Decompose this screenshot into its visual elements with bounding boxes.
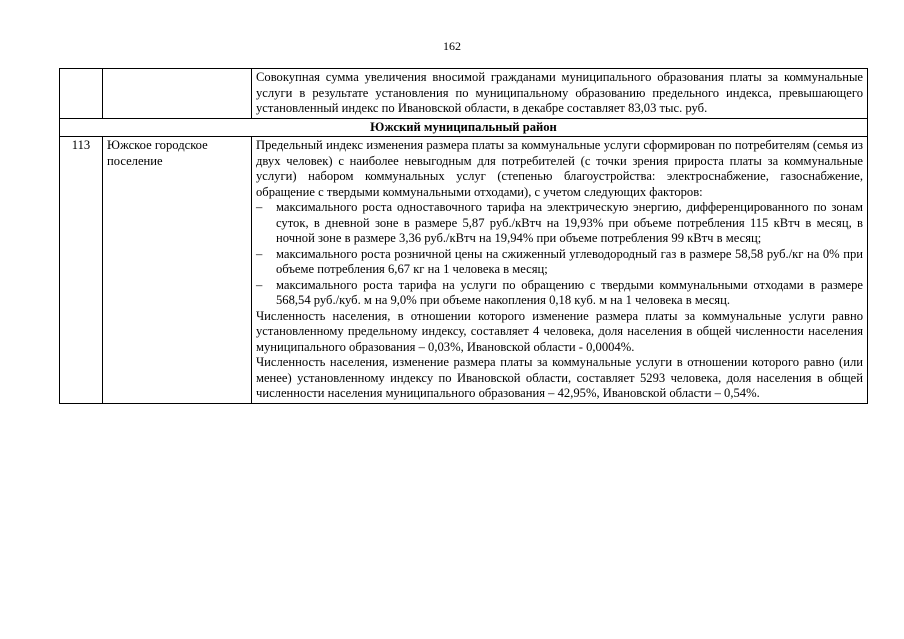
section-title: Южский муниципальный район (60, 118, 868, 137)
table-row (60, 137, 868, 404)
municipality-name-cell: Южское городское поселение (103, 137, 252, 404)
dash-marker: – (256, 246, 263, 261)
factor-text: максимального роста одноставочного тарифа на электрическую энергию, дифференцированного по зонам суток, в дневной зоне в размере 5,87 руб./кВтч на 19,93% при объеме потребления 115 кВтч в месяц, в ночной зоне в размере 3,36 руб./кВтч на 19,94% при объеме потребления 99 кВтч в месяц; (276, 200, 863, 245)
tariff-table (59, 68, 868, 404)
row-number-cell: 113 (60, 137, 103, 404)
population-less-paragraph: Численность населения, изменение размера платы за коммунальные услуги в отношении которого равно (или менее) установленному индексу по Ивановской области, составляет 5293 человека, доля населения в общей численности населения муниципального образования – 42,95%, Ивановской области – 0,54%. (256, 355, 863, 400)
description-cell: Совокупная сумма увеличения вносимой гражданами муниципального образования платы за коммунальные услуги в результате установления по муниципальному образованию предельного индекса, превышающего установленный индекс по Ивановской области, в декабре составляет 83,03 тыс. руб. (252, 69, 868, 119)
section-row (60, 118, 868, 137)
description-cell (252, 137, 868, 404)
table-row (60, 69, 868, 119)
page-number: 162 (443, 39, 461, 53)
intro-paragraph: Предельный индекс изменения размера платы за коммунальные услуги сформирован по потребителям (семья из двух человек) с наиболее невыгодным для потребителей (с точки зрения прироста платы за коммунальные услуги) набором коммунальных услуг (степенью благоустройства: электроснабжение, газоснабжение, обращение с твердыми коммунальными отходами), с учетом следующих факторов: (256, 138, 863, 199)
row-number-cell (60, 69, 103, 119)
municipality-name-cell (103, 69, 252, 119)
dash-marker: – (256, 277, 263, 292)
factor-item (256, 247, 863, 278)
factor-item (256, 200, 863, 247)
factor-text: максимального роста тарифа на услуги по обращению с твердыми коммунальными отходами в размере 568,54 руб./куб. м на 9,0% при объеме накопления 0,18 куб. м на 1 человека в месяц. (276, 277, 863, 307)
factor-item (256, 278, 863, 309)
factor-text: максимального роста розничной цены на сжиженный углеводородный газ в размере 58,58 руб./кг на 0% при объеме потребления 6,67 кг на 1 человека в месяц; (276, 246, 863, 276)
population-equal-paragraph: Численность населения, в отношении которого изменение размера платы за коммунальные услуги равно установленному предельному индексу, составляет 4 человека, доля населения в общей численности населения муниципального образования – 0,03%, Ивановской области - 0,0004%. (256, 308, 863, 354)
dash-marker: – (256, 200, 263, 214)
